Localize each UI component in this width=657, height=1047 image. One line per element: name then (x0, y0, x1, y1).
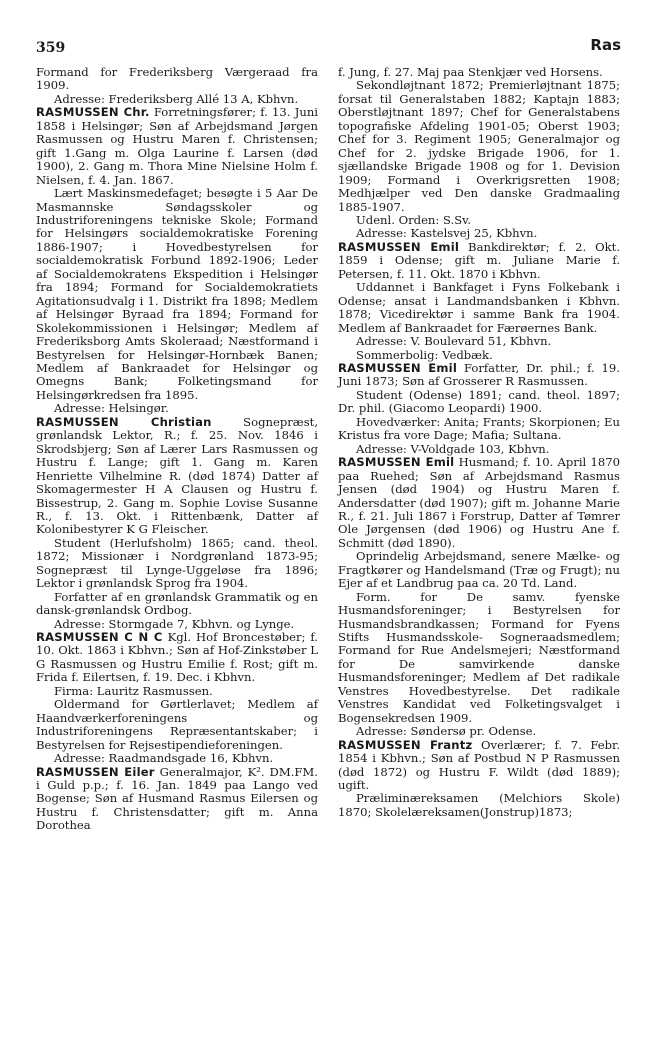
biography-entry (338, 739, 620, 793)
entry-paragraph: Student (Herlufsholm) 1865; cand. theol. 1872; Missionær i Nordgrønland 1873-95; Sognepræst til Lynge-Uggeløse fra 1896; Lektor i grønlandsk Sprog fra 1904. (36, 535, 318, 591)
entry-text: Kgl. Hof Broncestøber; f. 10. Okt. 1863 i Kbhvn.; Søn af Hof-Zinkstøber L G Rasmussen og Hustru Emilie f. Rost; gift m. Frida f. Eilertsen, f. 19. Dec. i Kbhvn. (36, 630, 318, 685)
entry-name: RASMUSSEN Emil (338, 239, 460, 254)
continued-text: Formand for Frederiksberg Værgeraad fra 1909. (36, 65, 318, 93)
entry-text: Forfatter, Dr. phil.; f. 19. Juni 1873; Søn af Grosserer R Rasmussen. (338, 360, 620, 389)
biography-entry (338, 362, 620, 389)
entry-paragraph: Udenl. Orden: S.Sv. (356, 212, 472, 227)
entry-text: Sognepræst, grønlandsk Lektor, R.; f. 25. Nov. 1846 i Skrodsbjerg; Søn af Lærer Lars Rasmussen og Hustru f. Lange; gift 1. Gang m. Karen Henriette Vilhelmine R. (død 1874) Datter af Skomagermester H A Clausen og Hustru f. Bissestrup, 2. Gang m. Sophie Lovise Susanne R., f. 13. Okt. i Rittenbænk, Datter af Kolonibestyrer K G Fleischer. (36, 414, 318, 537)
right-column (338, 66, 620, 819)
entry-paragraph: Form. for De samv. fyenske Husmandsforeninger; i Bestyrelsen for Husmandsbrandkassen; Formand for Fyens Stifts Husmandsskole- Sogneraadsmedlem; Formand for Rue Andelsmejeri; Næstformand for De samvirkende danske Husmandsforeninger; Medlem af Det radikale Venstres Hovedbestyrelse. Det radikale Venstres Kandidat ved Folketingsvalget i Bogensekredsen 1909. (338, 589, 620, 725)
page-number: 359 (36, 40, 66, 56)
biography-entry (338, 456, 620, 550)
biography-entry (36, 416, 318, 537)
entry-text: Forretningsfører; f. 13. Juni 1858 i Helsingør; Søn af Arbejdsmand Jørgen Rasmussen og Hustru Maren f. Christensen; gift 1.Gang m. Olga Laurine f. Larsen (død 1900), 2. Gang m. Thora Mine Nielsine Holm f. Nielsen, f. 4. Jan. 1867. (36, 105, 319, 187)
entry-paragraph: Adresse: Helsingør. (54, 401, 169, 416)
entry-paragraph: Student (Odense) 1891; cand. theol. 1897; Dr. phil. (Giacomo Leopardi) 1900. (338, 387, 620, 416)
entry-paragraph: Uddannet i Bankfaget i Fyns Folkebank i Odense; ansat i Landmandsbanken i Kbhvn. 1878; Vicedirektør i samme Bank fra 1904. Medlem af Bankraadet for Færøernes Bank. (338, 280, 620, 335)
continued-text: f. Jung, f. 27. Maj paa Stenkjær ved Horsens. (338, 65, 603, 79)
entry-paragraph: Oldermand for Gørtlerlavet; Medlem af Haandværkerforeningens og Industriforeningens Repræsentantskaber; i Bestyrelsen for Rejsestipendieforeningen. (36, 697, 318, 752)
biography-entry (36, 631, 318, 685)
entry-name: RASMUSSEN C N C (36, 630, 163, 645)
entry-paragraph: Oprindelig Arbejdsmand, senere Mælke- og Fragtkører og Handelsmand (Træ og Frugt); nu Ejer af et Landbrug paa ca. 20 Td. Land. (338, 549, 620, 591)
biography-entry (36, 106, 318, 187)
entry-paragraph: Adresse: Frederiksberg Allé 13 A, Kbhvn. (54, 91, 299, 106)
entry-paragraph: Adresse: Raadmandsgade 16, Kbhvn. (54, 751, 274, 766)
entry-name: RASMUSSEN Chr. (36, 105, 150, 120)
entry-name: RASMUSSEN Eiler (36, 764, 155, 779)
entry-name: RASMUSSEN Emil (338, 455, 455, 470)
entry-paragraph: Firma: Lauritz Rasmussen. (54, 683, 213, 698)
entry-name: RASMUSSEN Christian (36, 414, 212, 429)
biography-entry (338, 241, 620, 281)
entry-paragraph: Hovedværker: Anita; Frants; Skorpionen; Eu Kristus fra vore Dage; Mafia; Sultana. (338, 414, 620, 443)
entry-name: RASMUSSEN Frantz (338, 737, 473, 752)
left-column (36, 66, 318, 833)
entry-paragraph: Adresse: V. Boulevard 51, Kbhvn. (356, 334, 552, 349)
biography-entry (36, 766, 318, 833)
entry-text: Generalmajor, K². DM.FM. i Guld p.p.; f. 16. Jan. 1849 paa Lango ved Bogense; Søn af Husmand Rasmus Eilersen og Hustru f. Christensdatter; gift m. Anna Dorothea (36, 764, 318, 833)
entry-paragraph: Adresse: Kastelsvej 25, Kbhvn. (356, 226, 538, 241)
entry-text: Bankdirektør; f. 2. Okt. 1859 i Odense; gift m. Juliane Marie f. Petersen, f. 11. Okt. 1870 i Kbhvn. (338, 239, 621, 281)
entry-paragraph: Forfatter af en grønlandsk Grammatik og en dansk-grønlandsk Ordbog. (36, 589, 318, 618)
entry-paragraph: Adresse: Stormgade 7, Kbhvn. og Lynge. (54, 616, 295, 631)
entry-paragraph: Adresse: Søndersø pr. Odense. (356, 724, 537, 739)
entry-paragraph: Sekondløjtnant 1872; Premierløjtnant 1875; forsat til Generalstaben 1882; Kaptajn 1883; Oberstløjtnant 1897; Chef for Generalstabens topografiske Afdeling 1901-05; Oberst 1903; Chef for 3. Regiment 1905; Generalmajor og Chef for 2. jydske Brigade 1906, for 1. sjællandske Brigade 1908 og for 1. Devision 1909; Formand i Overkrigsretten 1908; Medhjælper ved Den danske Gradmaaling 1885-1907. (338, 78, 620, 214)
entry-text: Husmand; f. 10. April 1870 paa Ruehed; Søn af Arbejdsmand Rasmus Jensen (død 1904) og Hustru Maren f. Andersdatter (død 1907); gift m. Johanne Marie R., f. 21. Juli 1867 i Forstrup, Datter af Tømrer Ole Jørgensen (død 1906) og Hustru Ane f. Schmitt (død 1890). (338, 455, 620, 550)
entry-name: RASMUSSEN Emil (338, 360, 458, 375)
entry-paragraph: Sommerbolig: Vedbæk. (356, 347, 493, 362)
entry-paragraph: Præliminæreksamen (Melchiors Skole) 1870; Skolelæreksamen(Jonstrup)1873; (338, 791, 620, 819)
entry-text: Overlærer; f. 7. Febr. 1854 i Kbhvn.; Søn af Postbud N P Rasmussen (død 1872) og Hustru F. Wildt (død 1889); ugift. (338, 737, 621, 793)
entry-paragraph: Adresse: V-Voldgade 103, Kbhvn. (356, 441, 550, 456)
entry-paragraph: Lært Maskinsmedefaget; besøgte i 5 Aar De Masmannske Søndagsskoler og Industriforeningens tekniske Skole; Formand for Helsingørs socialdemokratiske Forening 1886-1907; i Hovedbestyrelsen for socialdemokratisk Forbund 1892-1906; Leder af Socialdemokratens Ekspedition i Helsingør fra 1894; Formand for Socialdemokratiets Agitationsudvalg i 1. Distrikt fra 1898; Medlem af Helsingør Byraad fra 1894; Formand for Skolekommissionen i Helsingør; Medlem af Frederiksborg Amts Skoleraad; Næstformand i Bestyrelsen for Helsingør-Hornbæk Banen; Medlem af Bankraadet for Helsingør og Omegns Bank; Folketingsmand for Helsingørkredsen fra 1895. (36, 186, 318, 402)
running-head: Ras (590, 36, 621, 54)
